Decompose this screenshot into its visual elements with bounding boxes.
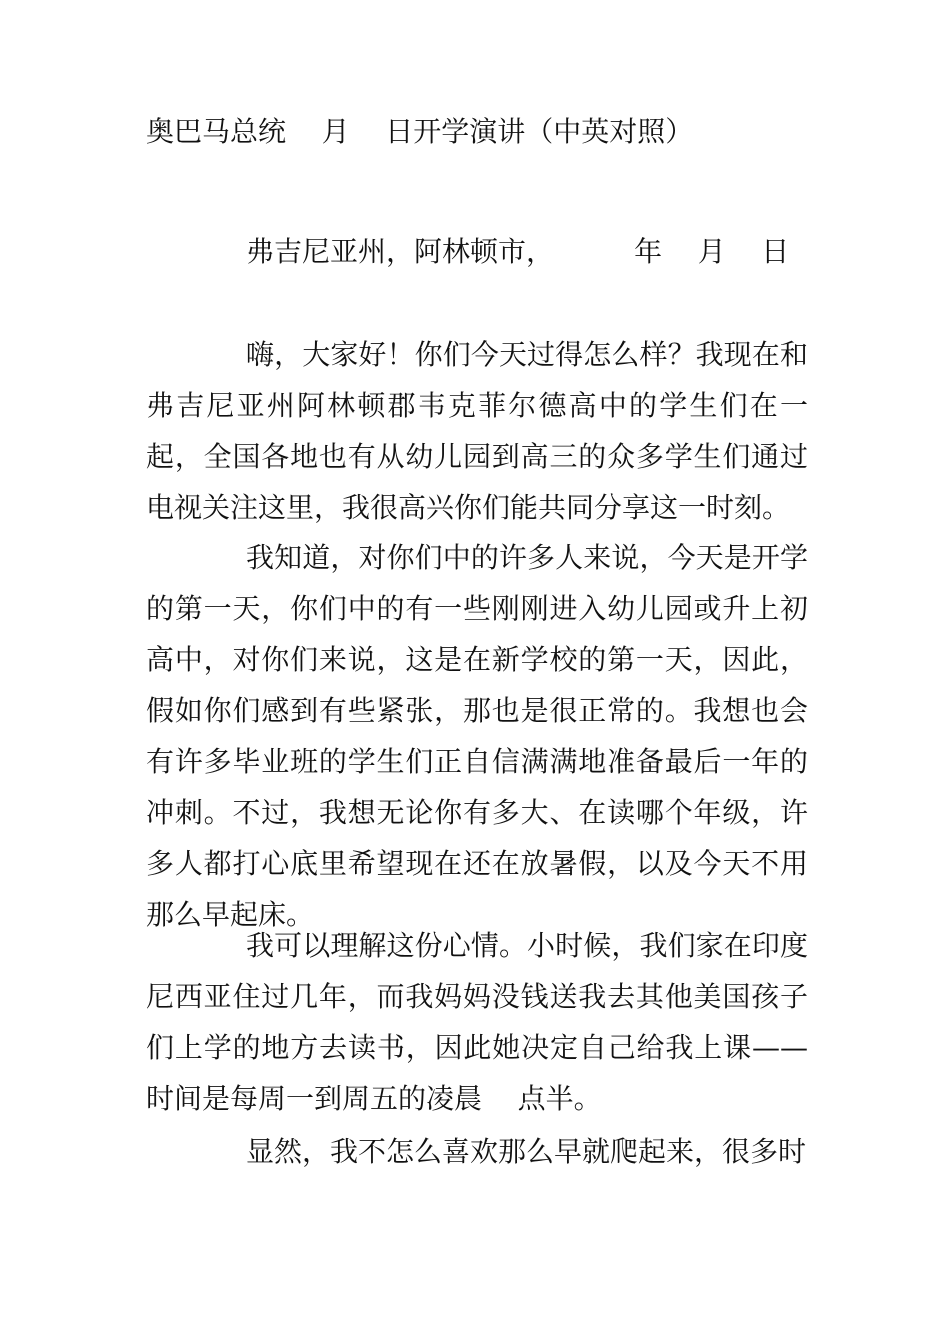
paragraph-2: 我知道，对你们中的许多人来说，今天是开学的第一天，你们中的有一些刚刚进入幼儿园或升上初高中，对你们来说，这是在新学校的第一天，因此，假如你们感到有些紧张，那也是很正常的。我想也会有许多毕业班的学生们正自信满满地准备最后一年的冲刺。不过，我想无论你有多大、在读哪个年级，许多人都打心底里希望现在还在放暑假，以及今天不用那么早起床。 bbox=[146, 541, 808, 931]
paragraph-3: 我可以理解这份心情。小时候，我们家在印度尼西亚住过几年，而我妈妈没钱送我去其他美国孩子们上学的地方去读书，因此她决定自己给我上课——时间是每周一到周五的凌晨 点半。 bbox=[146, 929, 808, 1115]
document-title: 奥巴马总统 月 日开学演讲（中英对照） bbox=[146, 115, 694, 148]
paragraph-4: 显然，我不怎么喜欢那么早就爬起来，很多时 bbox=[246, 1135, 807, 1168]
paragraph-1: 嗨，大家好！你们今天过得怎么样？我现在和弗吉尼亚州阿林顿郡韦克菲尔德高中的学生们在一起，全国各地也有从幼儿园到高三的众多学生们通过电视关注这里，我很高兴你们能共同分享这一时刻。 bbox=[146, 338, 808, 524]
dateline: 弗吉尼亚州，阿林顿市， 年 月 日 bbox=[246, 235, 790, 268]
